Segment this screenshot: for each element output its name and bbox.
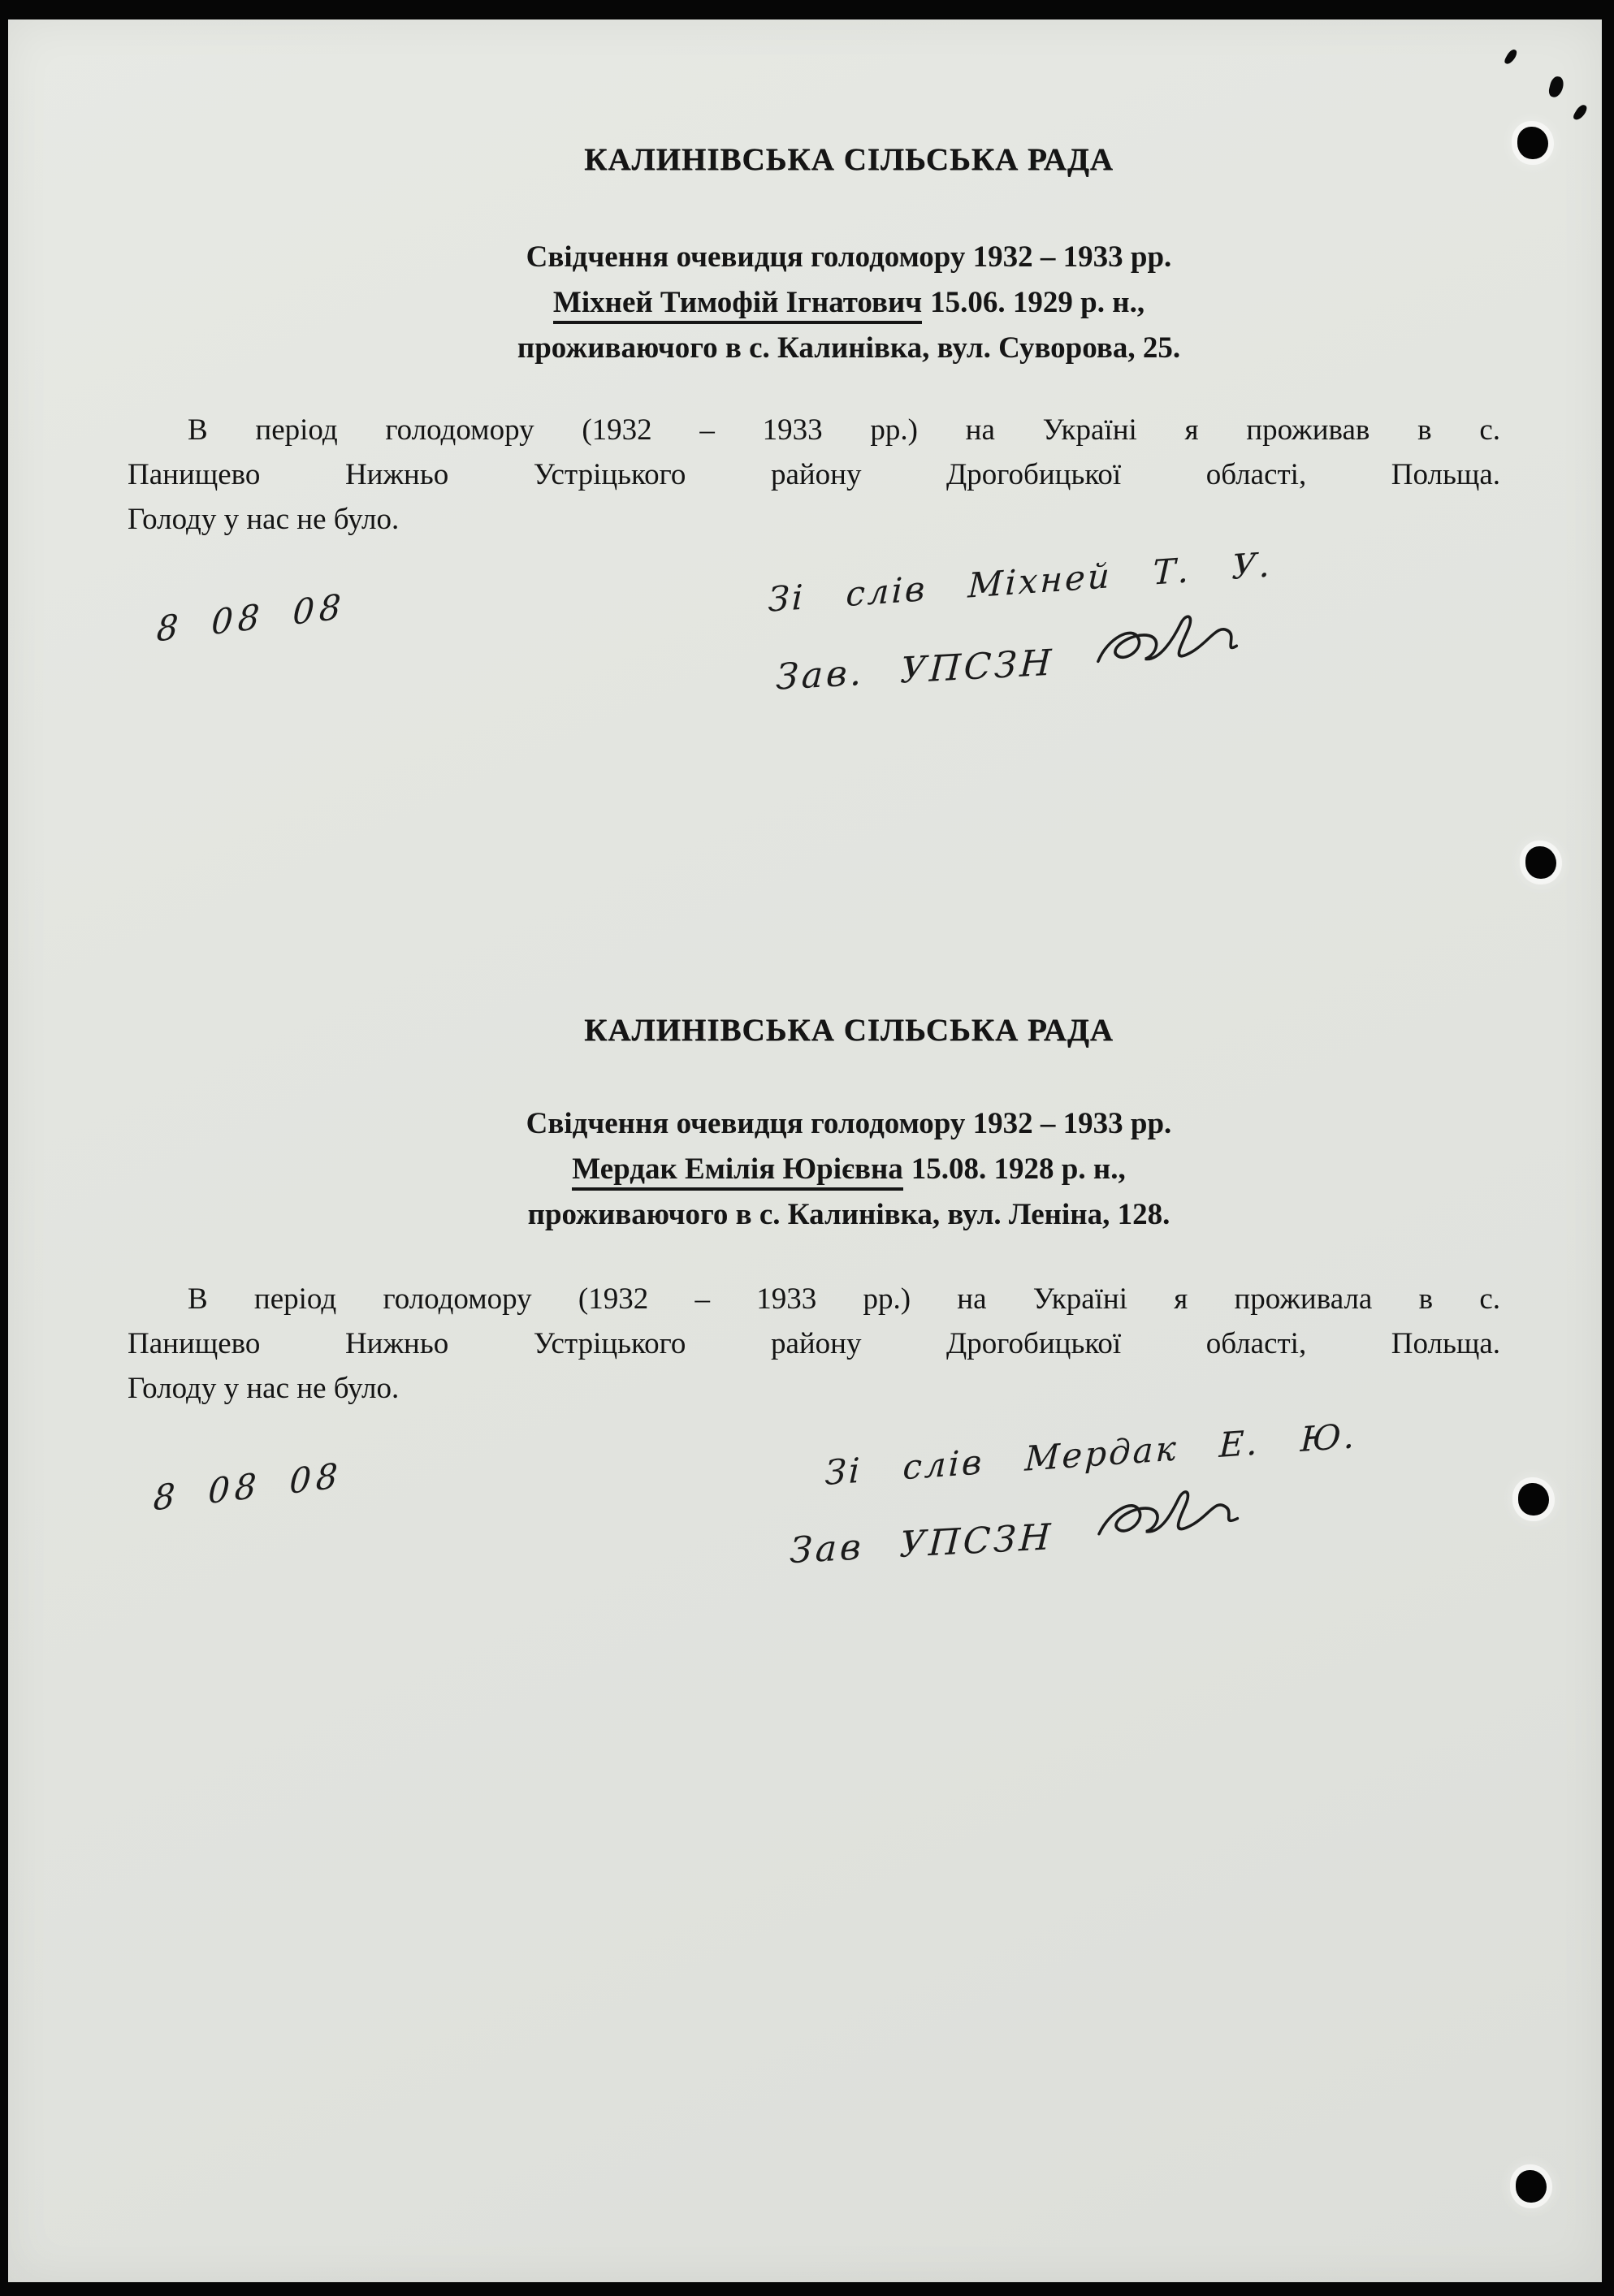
handwritten-date: 8 08 08 — [155, 586, 347, 650]
handwritten-attribution: Зі слів Міхней Т. У. — [767, 544, 1274, 620]
signature — [1087, 603, 1245, 686]
witness-line — [187, 280, 1511, 326]
paper — [8, 19, 1602, 2282]
birth-date: 15.06. 1929 р. н., — [930, 286, 1145, 319]
body-line: В період голодомору (1932 – 1933 рр.) на Україні я проживав в с. — [188, 413, 1500, 447]
testimony-heading-block — [187, 235, 1511, 371]
handwritten-date: 8 08 08 — [152, 1455, 344, 1519]
body-paragraph — [128, 1277, 1500, 1411]
testimony-heading: Свідчення очевидця голодомору 1932 – 1933 рр. — [526, 1107, 1172, 1140]
punch-hole — [1525, 846, 1556, 879]
handwritten-role-line — [788, 1492, 1244, 1591]
document-title: КАЛИНІВСЬКА СІЛЬСЬКА РАДА — [584, 142, 1114, 177]
handwritten-role: Зав УПСЗН — [789, 1516, 1055, 1572]
ink-speck — [1572, 103, 1588, 123]
testimony-heading-block — [187, 1101, 1511, 1238]
residence-line: проживаючого в с. Калинівка, вул. Леніна, 128. — [527, 1198, 1170, 1231]
handwritten-role-line — [774, 618, 1244, 717]
body-line: Голоду у нас не було. — [128, 503, 400, 536]
punch-hole — [1517, 127, 1548, 159]
document-title: КАЛИНІВСЬКА СІЛЬСЬКА РАДА — [584, 1013, 1114, 1048]
ink-speck — [1547, 75, 1565, 98]
signature — [1086, 1477, 1244, 1560]
ink-speck — [1504, 48, 1518, 66]
body-paragraph — [128, 408, 1500, 542]
witness-name: Міхней Тимофій Ігнатович — [553, 286, 922, 324]
punch-hole — [1518, 1483, 1549, 1516]
body-line: В період голодомору (1932 – 1933 рр.) на Україні я проживала в с. — [188, 1282, 1500, 1316]
body-line: Панищево Нижньо Устріцького району Дрогобицької області, Польща. — [128, 1327, 1500, 1360]
witness-name: Мердак Емілія Юрієвна — [572, 1152, 903, 1191]
testimony-heading: Свідчення очевидця голодомору 1932 – 1933 рр. — [526, 240, 1172, 274]
body-line: Панищево Нижньо Устріцького району Дрогобицької області, Польща. — [128, 458, 1500, 491]
handwritten-attribution: Зі слів Мердак Е. Ю. — [824, 1415, 1358, 1494]
birth-date: 15.08. 1928 р. н., — [911, 1152, 1126, 1186]
punch-hole — [1516, 2170, 1547, 2203]
handwritten-role: Зав. УПСЗН — [775, 642, 1056, 698]
body-line: Голоду у нас не було. — [128, 1372, 400, 1405]
witness-line — [187, 1147, 1511, 1192]
residence-line: проживаючого в с. Калинівка, вул. Суворова, 25. — [517, 331, 1181, 365]
